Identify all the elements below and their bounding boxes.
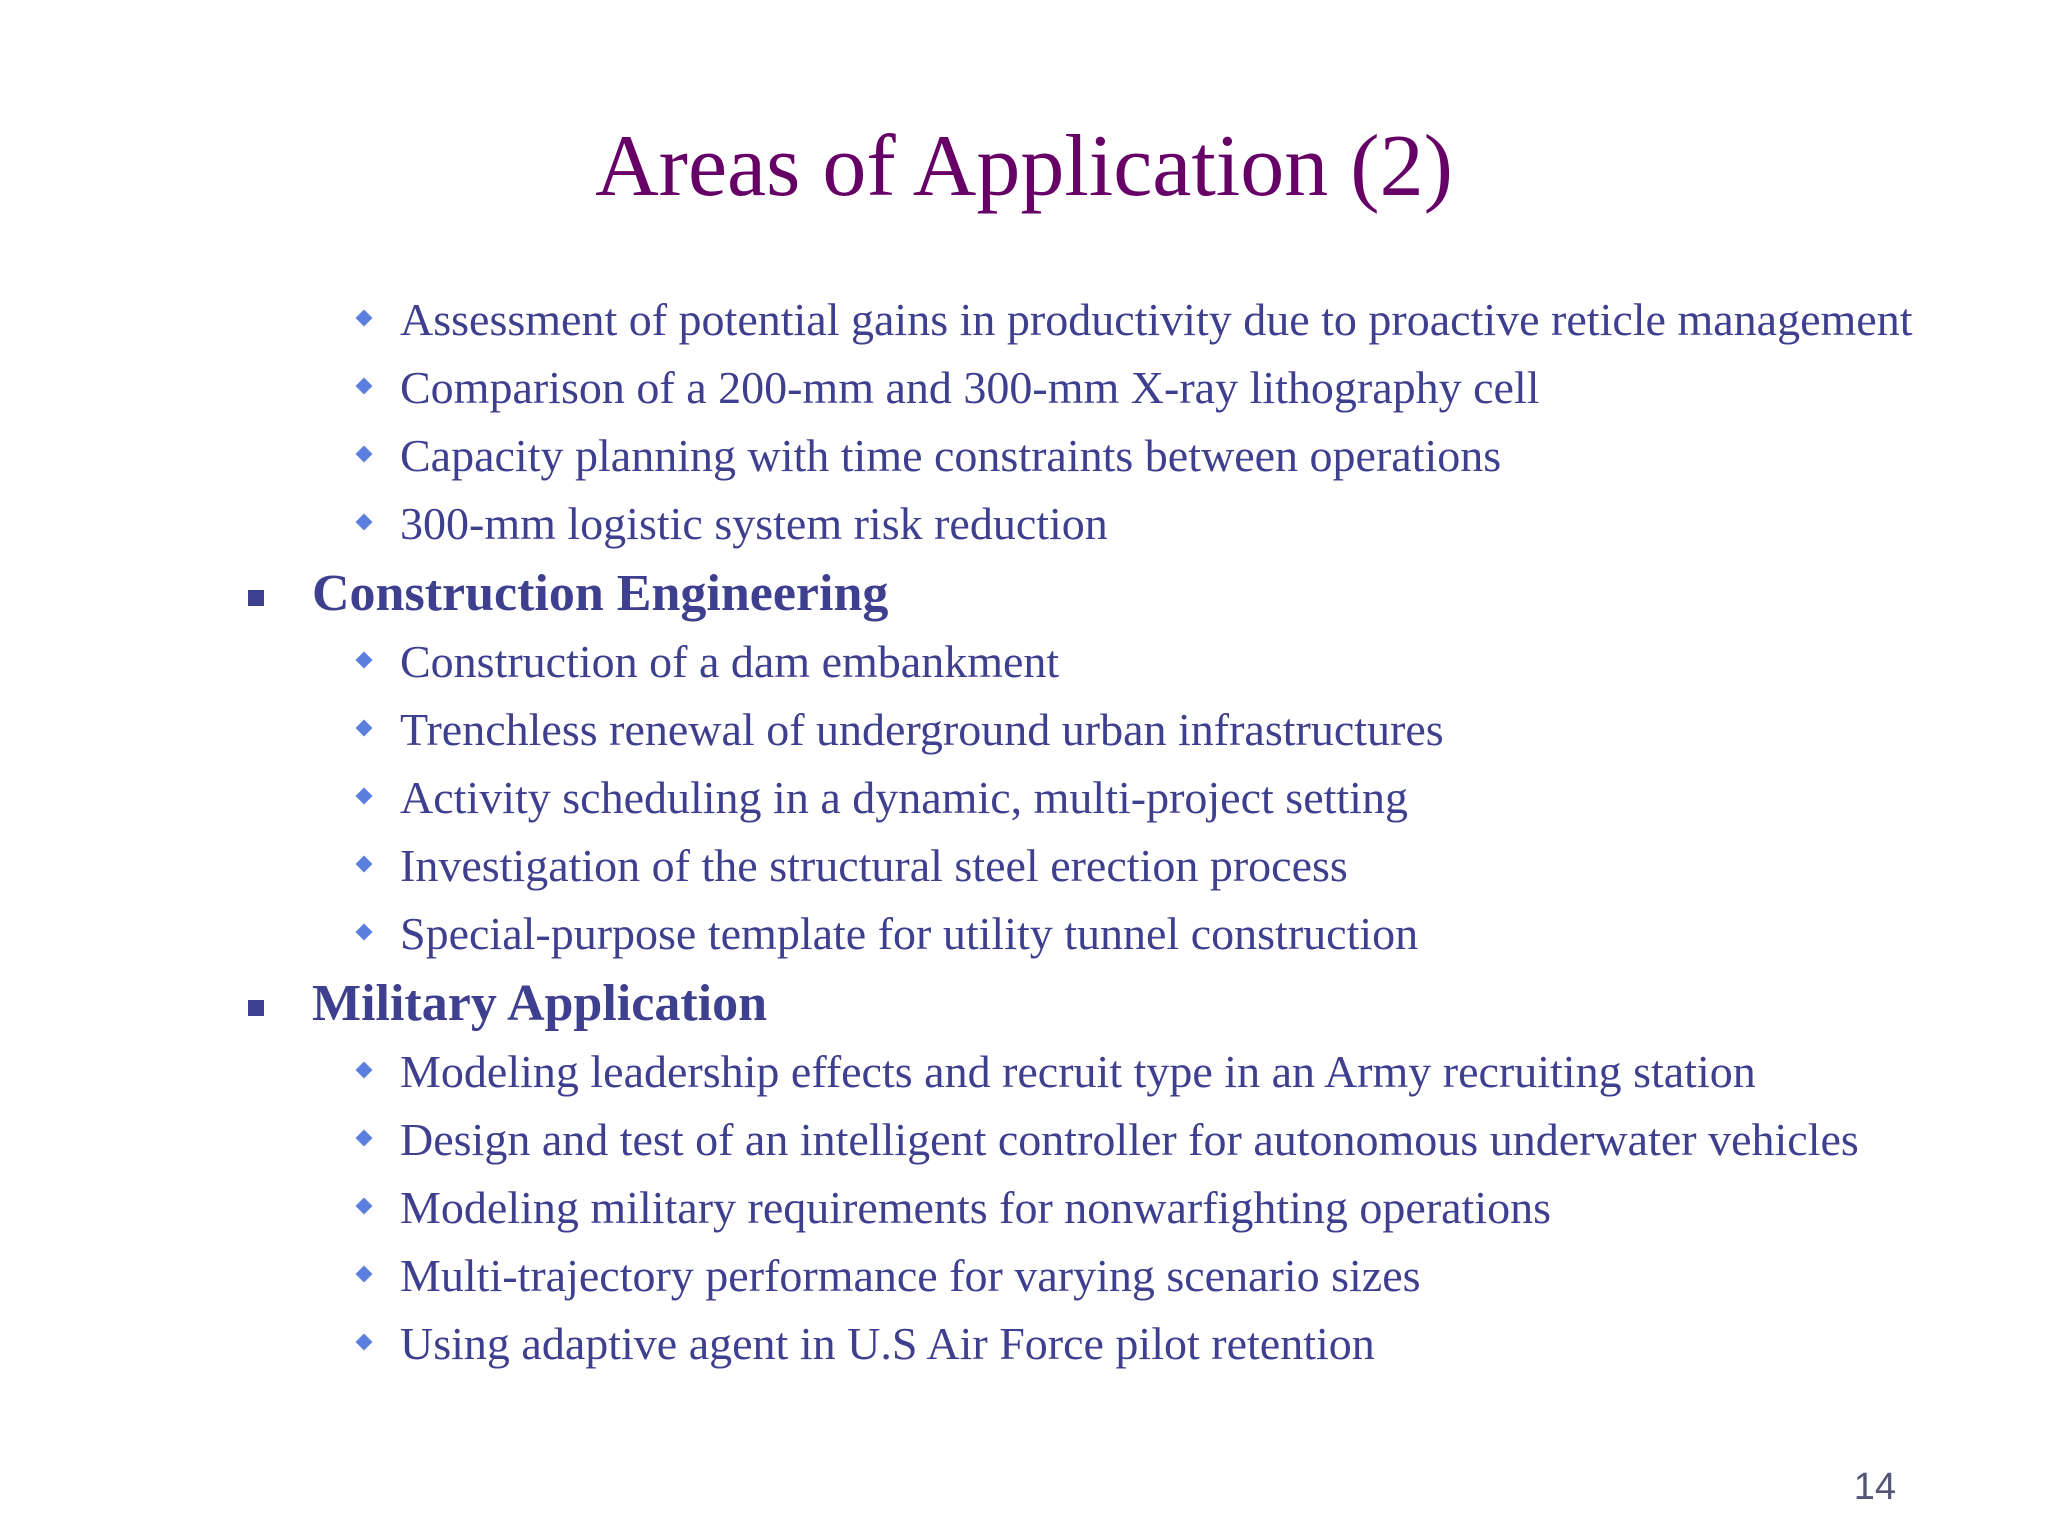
bullet-text: Construction of a dam embankment (400, 636, 1060, 687)
bullet-text: Special-purpose template for utility tunnel construction (400, 908, 1419, 959)
bullet-item (246, 1044, 1966, 1100)
bullet-text: Design and test of an intelligent controller for autonomous underwater vehicles (400, 1114, 1859, 1165)
slide-title: Areas of Application (2) (595, 118, 1453, 215)
bullet-text: 300-mm logistic system risk reduction (400, 498, 1108, 549)
bullet-item (246, 292, 1966, 348)
section-heading-military (246, 974, 1966, 1034)
page-number: 14 (1853, 1466, 1896, 1508)
bullet-text: Comparison of a 200-mm and 300-mm X-ray lithography cell (400, 362, 1540, 413)
diamond-bullet-icon (356, 514, 373, 531)
diamond-bullet-icon (356, 652, 373, 669)
diamond-bullet-icon (356, 378, 373, 395)
section-heading-text: Construction Engineering (312, 565, 889, 622)
bullet-text: Modeling leadership effects and recruit type in an Army recruiting station (400, 1046, 1756, 1097)
bullet-item (246, 1112, 1966, 1168)
diamond-bullet-icon (356, 1130, 373, 1147)
square-bullet-icon (248, 1000, 264, 1016)
diamond-bullet-icon (356, 310, 373, 327)
square-bullet-icon (248, 590, 264, 606)
bullet-text: Modeling military requirements for nonwarfighting operations (400, 1182, 1552, 1233)
bullet-item (246, 838, 1966, 894)
bullet-text: Multi-trajectory performance for varying scenario sizes (400, 1250, 1421, 1301)
diamond-bullet-icon (356, 1266, 373, 1283)
diamond-bullet-icon (356, 446, 373, 463)
bullet-item (246, 702, 1966, 758)
bullet-item (246, 496, 1966, 552)
diamond-bullet-icon (356, 856, 373, 873)
bullet-item (246, 360, 1966, 416)
bullet-text: Activity scheduling in a dynamic, multi-project setting (400, 772, 1408, 823)
bullet-item (246, 1180, 1966, 1236)
diamond-bullet-icon (356, 1198, 373, 1215)
bullet-text: Investigation of the structural steel erection process (400, 840, 1348, 891)
bullet-item (246, 428, 1966, 484)
bullet-text: Trenchless renewal of underground urban infrastructures (400, 704, 1444, 755)
section-heading-construction (246, 564, 1966, 624)
bullet-text: Assessment of potential gains in productivity due to proactive reticle management (400, 294, 1913, 345)
bullet-item (246, 1316, 1966, 1372)
slide-body (246, 292, 1966, 1384)
bullet-item (246, 634, 1966, 690)
diamond-bullet-icon (356, 788, 373, 805)
diamond-bullet-icon (356, 1062, 373, 1079)
diamond-bullet-icon (356, 1334, 373, 1351)
diamond-bullet-icon (356, 924, 373, 941)
diamond-bullet-icon (356, 720, 373, 737)
bullet-item (246, 770, 1966, 826)
bullet-text: Capacity planning with time constraints between operations (400, 430, 1502, 481)
bullet-item (246, 1248, 1966, 1304)
bullet-item (246, 906, 1966, 962)
section-heading-text: Military Application (312, 975, 767, 1032)
bullet-text: Using adaptive agent in U.S Air Force pilot retention (400, 1318, 1375, 1369)
